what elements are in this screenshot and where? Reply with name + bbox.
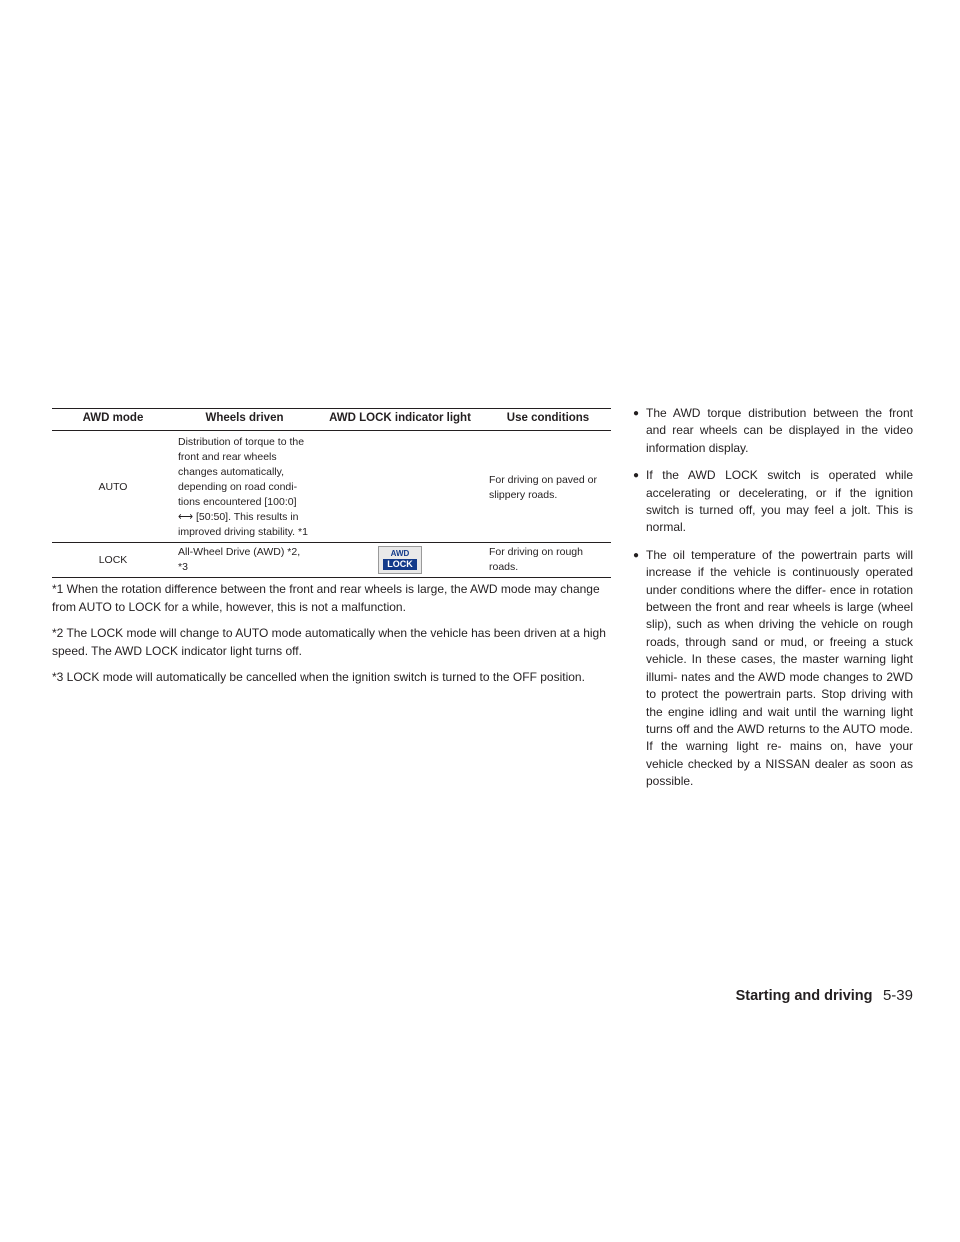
cell-indicator-light (315, 431, 485, 543)
cell-wheels-driven: All-Wheel Drive (AWD) *2, *3 (174, 543, 315, 578)
bullet-text: The AWD torque distribution between the front and rear wheels can be displayed in the video information display. (646, 406, 913, 455)
bullet-text: The oil temperature of the powertrain parts will increase if the vehicle is continuously operated under conditions where the differ- ence in rotation between the front and rear wheels is large (wheel slip), such as when driving the vehicle on rough roads, through sand or mud, or freeing a stuck vehicle. In these cases, the master warning light illumi- nates and the AWD mode changes to 2WD to protect the powertrain parts. Stop driving with the engine idling and wait until the warning light turns off and the AWD returns to the AUTO mode. If the warning light re- mains on, have your vehicle checked by a NISSAN dealer as soon as possible. (646, 547, 913, 789)
cell-wheels-driven: Distribution of torque to the front and rear wheels changes automatically, depending on road condi- tions encountered [100:0] ⟷ [50:50]. This results in improved driving stability. *1 (178, 436, 308, 538)
header-awd-mode: AWD mode (52, 409, 174, 431)
section-title: Starting and driving (735, 988, 873, 1004)
list-item (633, 405, 913, 457)
cell-use-conditions: For driving on paved or slippery roads. (489, 473, 597, 501)
awd-mode-table (52, 408, 611, 578)
awd-lamp-text-lock: LOCK (383, 559, 417, 570)
footnote-1: *1 When the rotation difference between the front and rear wheels is large, the AWD mode may change from AUTO to LOCK for a while, however, this is not a malfunction. (52, 582, 600, 614)
footnote-3: *3 LOCK mode will automatically be cancelled when the ignition switch is turned to the OFF position. (52, 670, 585, 684)
cell-mode: LOCK (52, 543, 174, 578)
right-column (633, 405, 913, 801)
cell-indicator-light (315, 543, 485, 578)
table-header-row (52, 409, 611, 431)
cell-use-conditions: For driving on rough roads. (485, 543, 611, 578)
footnote-2: *2 The LOCK mode will change to AUTO mode automatically when the vehicle has been driven at a high speed. The AWD LOCK indicator light turns off. (52, 626, 606, 658)
left-column (52, 408, 611, 694)
bullet-icon: ● (633, 470, 640, 482)
table-row-auto (52, 431, 611, 543)
bullet-icon: ● (633, 549, 640, 561)
table-row-lock (52, 543, 611, 578)
table-footnotes (52, 580, 611, 686)
list-item (633, 467, 913, 537)
cell-mode: AUTO (98, 481, 128, 493)
awd-lamp-text-awd: AWD (390, 549, 410, 558)
page-footer (736, 987, 913, 1005)
bullet-icon: ● (633, 408, 640, 419)
header-use-conditions: Use conditions (485, 409, 611, 431)
header-indicator-light: AWD LOCK indicator light (315, 409, 485, 431)
bullet-text: If the AWD LOCK switch is operated while accelerating or decelerating, or if the ignition switch is turned off, you may feel a jolt. This is normal. (646, 468, 913, 535)
header-wheels-driven: Wheels driven (174, 409, 315, 431)
page-number: 5-39 (882, 987, 913, 1004)
awd-lock-indicator-icon (378, 546, 422, 574)
list-item (633, 547, 913, 791)
